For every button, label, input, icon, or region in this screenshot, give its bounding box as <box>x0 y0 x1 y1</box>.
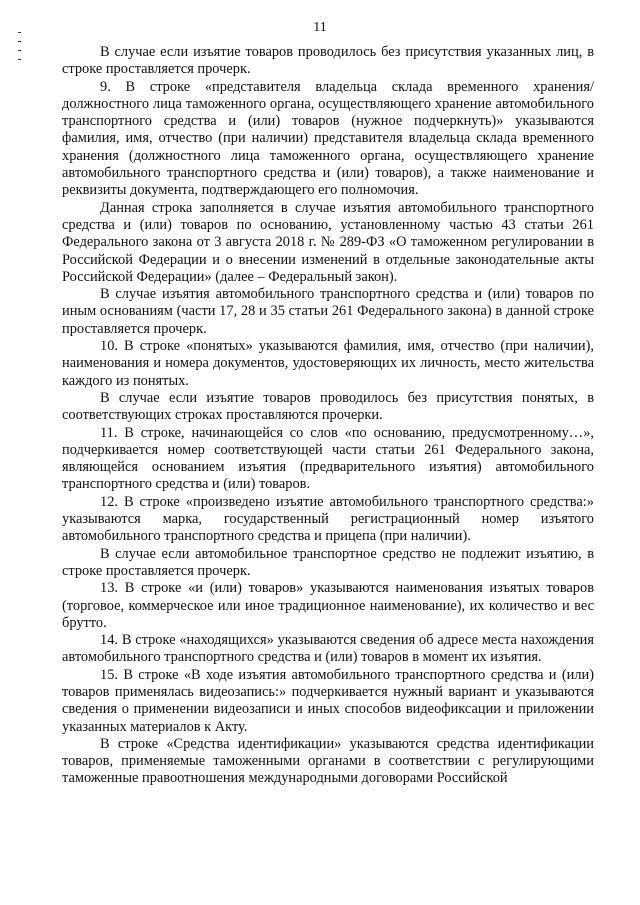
paragraph: В случае если автомобильное транспортное средство не подлежит изъятию, в строке проставляется прочерк. <box>62 545 594 579</box>
margin-marks <box>18 32 21 68</box>
paragraph: 14. В строке «находящихся» указываются сведения об адресе места нахождения автомобильного транспортного средства и (или) товаров в момент их изъятия. <box>62 632 594 666</box>
paragraph: В случае изъятия автомобильного транспортного средства и (или) товаров по иным основаниям (части 17, 28 и 35 статьи 261 Федерального закона) в данной строке проставляется прочерк. <box>62 286 594 337</box>
paragraph: В строке «Средства идентификации» указываются средства идентификации товаров, применяемые таможенными органами в соответствии с регулирующими таможенные правоотношения международными договорами Российской <box>62 735 594 787</box>
paragraph: 12. В строке «произведено изъятие автомобильного транспортного средства:» указываются марка, государственный регистрационный номер изъятого автомобильного транспортного средства и прицепа (при наличии). <box>62 493 594 545</box>
page-number: 11 <box>313 20 327 35</box>
paragraph: 13. В строке «и (или) товаров» указываются наименования изъятых товаров (торговое, коммерческое или иное традиционное наименование), их количество и вес брутто. <box>62 580 594 631</box>
paragraph: 10. В строке «понятых» указываются фамилия, имя, отчество (при наличии), наименования и номера документов, удостоверяющих их личность, место жительства каждого из понятых. <box>62 338 594 389</box>
paragraph: В случае если изъятие товаров проводилось без присутствия понятых, в соответствующих строках проставляются прочерки. <box>62 389 594 424</box>
paragraph: 9. В строке «представителя владельца склада временного хранения/ должностного лица таможенного органа, осуществляющего хранение автомобильного транспортного средства и (или) товаров (нужное подчеркнуть)» указываются фамилия, имя, отчество (при наличии) представителя владельца склада временного хранения (должностного лица таможенного органа, осуществляющего хранение автомобильного транспортного средства и (или) товаров), а также наименование и реквизиты документа, подтверждающего его полномочия. <box>62 78 594 199</box>
paragraph: В случае если изъятие товаров проводилось без присутствия указанных лиц, в строке проставляется прочерк. <box>62 44 594 78</box>
paragraph: 15. В строке «В ходе изъятия автомобильного транспортного средства и (или) товаров применялась видеозапись:» подчеркивается нужный вариант и указываются сведения о применении видеозаписи и иных способов видеофиксации и приложении указанных материалов к Акту. <box>62 666 594 735</box>
document-body <box>62 44 594 788</box>
paragraph: 11. В строке, начинающейся со слов «по основанию, предусмотренному…», подчеркивается номер соответствующей части статьи 261 Федерального закона, являющейся основанием изъятия (предварительного изъятия) автомобильного транспортного средства и (или) товаров. <box>62 424 594 493</box>
paragraph: Данная строка заполняется в случае изъятия автомобильного транспортного средства и (или) товаров по основанию, установленному частью 43 статьи 261 Федерального закона от 3 августа 2018 г. № 289-ФЗ «О таможенном регулировании в Российской Федерации и о внесении изменений в отдельные законодательные акты Российской Федерации» (далее – Федеральный закон). <box>62 199 594 285</box>
